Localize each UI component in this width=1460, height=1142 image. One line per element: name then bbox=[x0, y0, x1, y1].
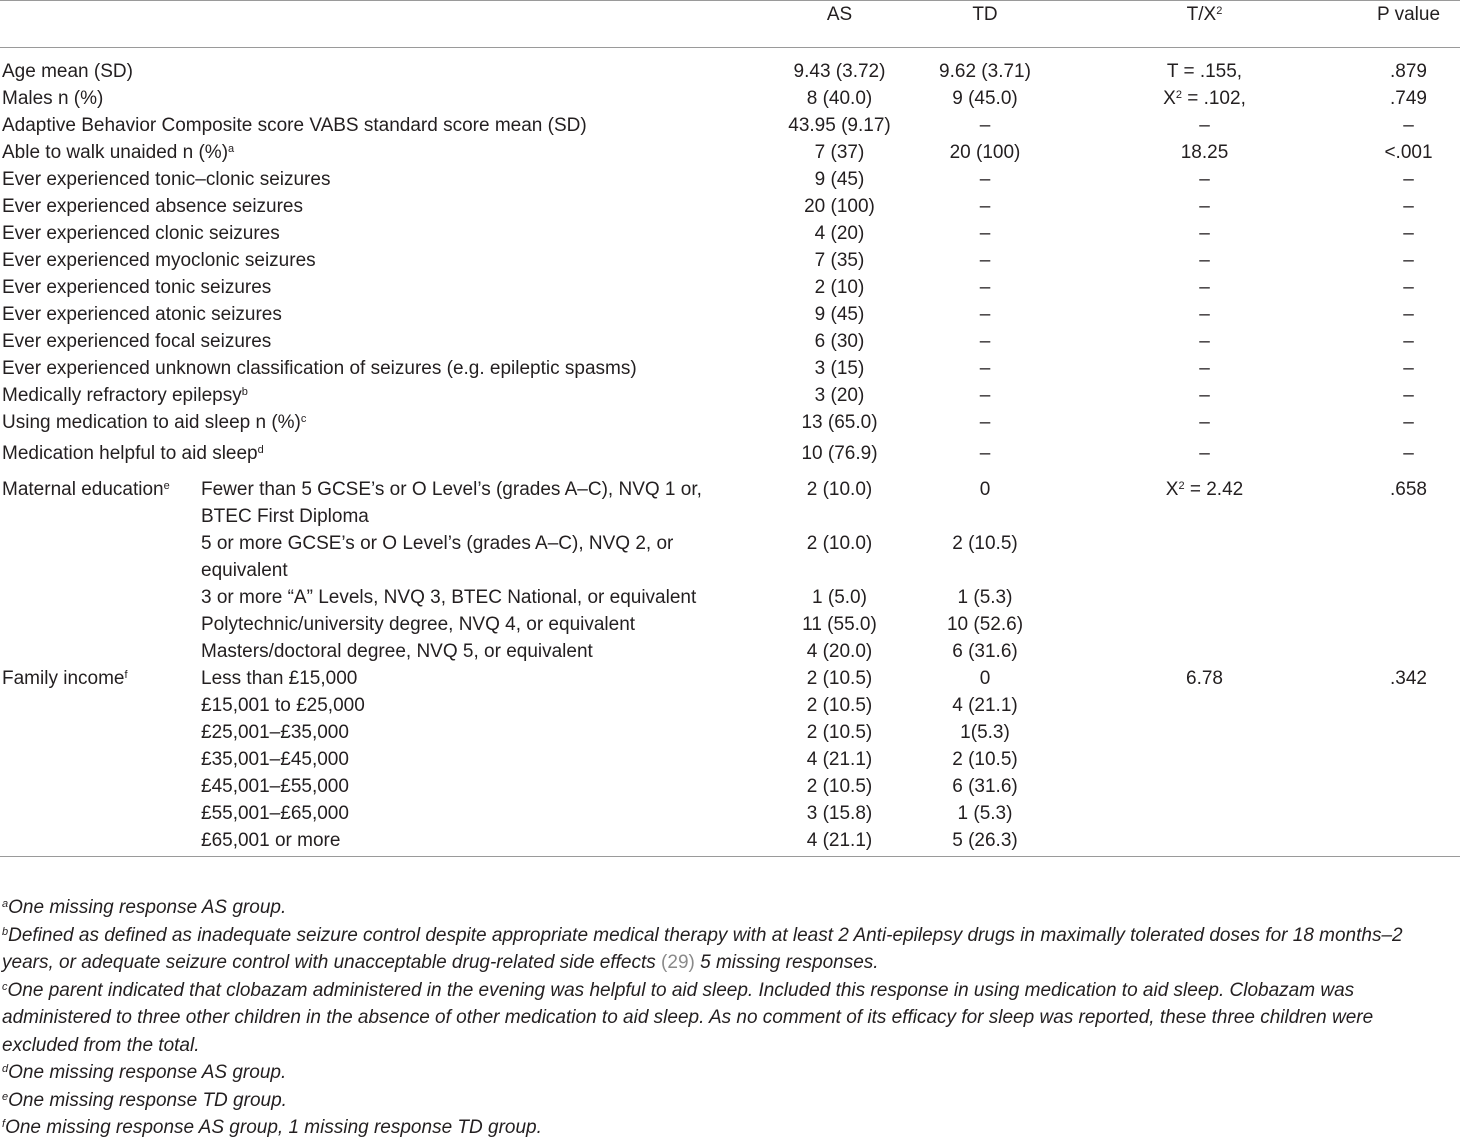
cell-as: 20 (100) bbox=[804, 196, 875, 217]
cell-p: – bbox=[1403, 443, 1414, 464]
empty-cell bbox=[1357, 611, 1460, 638]
table-row bbox=[0, 328, 1460, 355]
cell-td: – bbox=[979, 115, 991, 136]
cell-p: – bbox=[1403, 196, 1414, 217]
spacer-row bbox=[0, 48, 1460, 59]
cell-as: 3 (15) bbox=[814, 358, 865, 379]
cell-as: 4 (20.0) bbox=[806, 641, 873, 662]
header-td: TD bbox=[918, 1, 1052, 48]
cell-stat: – bbox=[1199, 358, 1210, 379]
sub-label: Less than £15,000 bbox=[201, 668, 358, 689]
cell-as: 7 (35) bbox=[814, 250, 865, 271]
table-row bbox=[0, 530, 1460, 584]
empty-cell bbox=[1052, 530, 1357, 584]
cell-p: – bbox=[1403, 385, 1414, 406]
cell-td: 5 (26.3) bbox=[918, 827, 1052, 857]
empty-cell bbox=[1357, 584, 1460, 611]
cell-td: 1(5.3) bbox=[960, 722, 1010, 743]
row-label: Ever experienced absence seizures bbox=[2, 196, 304, 217]
empty-cell bbox=[1052, 638, 1357, 665]
table-row bbox=[0, 301, 1460, 328]
cell-stat: – bbox=[1199, 223, 1210, 244]
cell-td: – bbox=[979, 277, 991, 298]
empty-cell bbox=[1052, 827, 1357, 857]
table-row bbox=[0, 274, 1460, 301]
table-row bbox=[0, 665, 1460, 692]
cell-p: – bbox=[1403, 169, 1414, 190]
cell-td: – bbox=[979, 169, 991, 190]
empty-cell bbox=[0, 746, 201, 773]
cell-p: – bbox=[1403, 115, 1414, 136]
cell-p: .879 bbox=[1390, 61, 1427, 82]
cell-stat: – bbox=[1199, 443, 1210, 464]
row-label: Ever experienced atonic seizures bbox=[2, 304, 282, 325]
cell-as: 2 (10.5) bbox=[806, 722, 873, 743]
empty-cell bbox=[1357, 773, 1460, 800]
empty-cell bbox=[1052, 692, 1357, 719]
table-row bbox=[0, 220, 1460, 247]
cell-td: – bbox=[979, 358, 991, 379]
cell-as: 43.95 (9.17) bbox=[788, 115, 891, 136]
cell-as: 2 (10.0) bbox=[806, 533, 873, 554]
cell-stat: – bbox=[1199, 331, 1210, 352]
cell-stat: 6.78 bbox=[1186, 668, 1223, 689]
reference-link[interactable]: (29) bbox=[661, 952, 695, 973]
cell-td: 6 (31.6) bbox=[952, 641, 1018, 662]
cell-td: 6 (31.6) bbox=[952, 776, 1018, 797]
cell-td: – bbox=[979, 223, 991, 244]
empty-cell bbox=[1357, 746, 1460, 773]
empty-cell bbox=[1052, 800, 1357, 827]
row-label: Medically refractory epilepsy$^b$ bbox=[2, 385, 248, 406]
footnote-b: $^b$Defined as defined as inadequate seizure control despite appropriate medical therapy with at least 2 Anti-epilepsy drugs in maximally tolerated doses for 18 months–2 years, or adequate seizure control with unacceptable drug-related side effects (29) 5 missing responses. bbox=[2, 924, 1403, 973]
cell-td: 20 (100) bbox=[949, 142, 1021, 163]
cell-td: 2 (10.5) bbox=[952, 749, 1018, 770]
cell-stat: – bbox=[1199, 115, 1210, 136]
empty-cell bbox=[1357, 827, 1460, 857]
empty-cell bbox=[0, 827, 201, 857]
group-label-maternal-education: Maternal education$^e$ bbox=[2, 479, 170, 500]
footnote-c: $^c$One parent indicated that clobazam administered in the evening was helpful to aid sleep. Included this response in using medication to aid sleep. Clobazam was administered to three other children in the absence of other medication to aid sleep. As no comment of its efficacy for sleep was reported, these three children were excluded from the total. bbox=[2, 979, 1374, 1056]
table-header-row bbox=[0, 1, 1460, 48]
cell-stat: $X^2 = .102$, bbox=[1163, 88, 1246, 109]
empty-cell bbox=[1052, 773, 1357, 800]
cell-td: 10 (52.6) bbox=[946, 614, 1024, 635]
cell-td: 9 (45.0) bbox=[952, 88, 1018, 109]
cell-p: – bbox=[1403, 223, 1414, 244]
footnote-d: $^d$One missing response AS group. bbox=[2, 1062, 287, 1083]
sub-label: Masters/doctoral degree, NVQ 5, or equivalent bbox=[201, 641, 593, 662]
cell-td: – bbox=[979, 304, 991, 325]
cell-stat: T = .155, bbox=[1166, 61, 1243, 82]
header-stat: $T/X^2$ bbox=[1052, 1, 1357, 48]
cell-as: 4 (21.1) bbox=[806, 749, 873, 770]
cell-p: .342 bbox=[1390, 668, 1427, 689]
cell-as: 11 (55.0) bbox=[802, 614, 877, 635]
sub-label: £45,001–£55,000 bbox=[201, 776, 349, 797]
cell-p: <.001 bbox=[1384, 142, 1433, 163]
empty-cell bbox=[1052, 719, 1357, 746]
table-row bbox=[0, 584, 1460, 611]
table-row bbox=[0, 85, 1460, 112]
sub-label: £25,001–£35,000 bbox=[201, 722, 349, 743]
cell-as: 2 (10) bbox=[814, 277, 865, 298]
cell-as: 2 (10.5) bbox=[806, 668, 873, 689]
empty-cell bbox=[1357, 530, 1460, 584]
table-row bbox=[0, 166, 1460, 193]
cell-stat: – bbox=[1199, 304, 1210, 325]
table-row bbox=[0, 193, 1460, 220]
row-label: Using medication to aid sleep n (%)$^c$ bbox=[2, 412, 307, 433]
sub-label: 5 or more GCSE’s or O Level’s (grades A–C), NVQ 2, or equivalent bbox=[201, 533, 674, 581]
cell-stat: – bbox=[1199, 196, 1210, 217]
row-label: Ever experienced clonic seizures bbox=[2, 223, 280, 244]
cell-stat: – bbox=[1199, 385, 1210, 406]
cell-td: – bbox=[979, 196, 991, 217]
header-p-value: P value bbox=[1357, 1, 1460, 48]
cell-as: 9.43 (3.72) bbox=[793, 61, 886, 82]
cell-td: 0 bbox=[979, 479, 991, 500]
sub-label: Polytechnic/university degree, NVQ 4, or equivalent bbox=[201, 614, 636, 635]
row-label: Ever experienced myoclonic seizures bbox=[2, 250, 316, 271]
cell-p: – bbox=[1403, 277, 1414, 298]
cell-as: 4 (20) bbox=[814, 223, 865, 244]
row-label: Ever experienced focal seizures bbox=[2, 331, 272, 352]
row-label: Ever experienced tonic–clonic seizures bbox=[2, 169, 331, 190]
empty-cell bbox=[1357, 638, 1460, 665]
header-as: AS bbox=[761, 1, 918, 48]
row-label: Ever experienced tonic seizures bbox=[2, 277, 272, 298]
cell-as: 4 (21.1) bbox=[761, 827, 918, 857]
empty-cell bbox=[1357, 800, 1460, 827]
cell-p: – bbox=[1403, 358, 1414, 379]
footnote-e: $^e$One missing response TD group. bbox=[2, 1089, 287, 1111]
table-row bbox=[0, 472, 1460, 530]
table-row bbox=[0, 409, 1460, 436]
cell-p: – bbox=[1403, 304, 1414, 325]
cell-p: – bbox=[1403, 331, 1414, 352]
empty-cell bbox=[0, 638, 201, 665]
empty-cell bbox=[0, 584, 201, 611]
sub-label: £55,001–£65,000 bbox=[201, 803, 349, 824]
empty-cell bbox=[1052, 611, 1357, 638]
cell-as: 3 (20) bbox=[814, 385, 865, 406]
cell-td: 9.62 (3.71) bbox=[939, 61, 1031, 82]
cell-td: – bbox=[979, 443, 991, 464]
cell-td: – bbox=[979, 385, 991, 406]
cell-as: 2 (10.5) bbox=[806, 695, 873, 716]
cell-as: 8 (40.0) bbox=[806, 88, 873, 109]
cell-stat: 18.25 bbox=[1180, 142, 1229, 163]
cell-as: 13 (65.0) bbox=[801, 412, 878, 433]
table-row bbox=[0, 139, 1460, 166]
table-row bbox=[0, 638, 1460, 665]
row-label: Medication helpful to aid sleep$^d$ bbox=[2, 443, 264, 464]
table-footnotes bbox=[2, 894, 1454, 1142]
table-row bbox=[0, 58, 1460, 85]
row-label: Age mean (SD) bbox=[2, 61, 133, 82]
table-row bbox=[0, 719, 1460, 746]
cell-as: 2 (10.5) bbox=[806, 776, 873, 797]
table-row bbox=[0, 112, 1460, 139]
cell-as: 1 (5.0) bbox=[812, 587, 867, 608]
table-row bbox=[0, 247, 1460, 274]
row-label: Ever experienced unknown classification of seizures (e.g. epileptic spasms) bbox=[2, 358, 637, 379]
cell-as: 9 (45) bbox=[814, 304, 865, 325]
cell-p: – bbox=[1403, 250, 1414, 271]
empty-cell bbox=[1357, 719, 1460, 746]
empty-cell bbox=[1052, 746, 1357, 773]
row-label: Able to walk unaided n (%)$^a$ bbox=[2, 142, 235, 163]
cell-stat: – bbox=[1199, 250, 1210, 271]
cell-stat: – bbox=[1199, 169, 1210, 190]
cell-as: 7 (37) bbox=[814, 142, 865, 163]
table-row bbox=[0, 382, 1460, 409]
row-label: Adaptive Behavior Composite score VABS standard score mean (SD) bbox=[2, 115, 587, 136]
cell-td: – bbox=[979, 250, 991, 271]
cell-td: 4 (21.1) bbox=[952, 695, 1018, 716]
group-label-family-income: Family income$^f$ bbox=[2, 668, 128, 689]
cell-td: – bbox=[979, 412, 991, 433]
cell-td: 1 (5.3) bbox=[957, 803, 1013, 824]
cell-p: – bbox=[1403, 412, 1414, 433]
cell-p: .749 bbox=[1390, 88, 1427, 109]
footnote-f: $^f$One missing response AS group, 1 missing response TD group. bbox=[2, 1117, 542, 1138]
empty-cell bbox=[0, 719, 201, 746]
sub-label: £15,001 to £25,000 bbox=[201, 695, 365, 716]
table-row bbox=[0, 827, 1460, 857]
table-row bbox=[0, 692, 1460, 719]
empty-cell bbox=[0, 692, 201, 719]
table-row bbox=[0, 773, 1460, 800]
sub-label: Fewer than 5 GCSE’s or O Level’s (grades A–C), NVQ 1 or, BTEC First Diploma bbox=[201, 479, 702, 527]
cell-stat: – bbox=[1199, 412, 1210, 433]
cell-td: – bbox=[979, 331, 991, 352]
cell-stat: – bbox=[1199, 277, 1210, 298]
table-row bbox=[0, 746, 1460, 773]
cell-p: .658 bbox=[1390, 479, 1427, 500]
empty-cell bbox=[0, 611, 201, 638]
cell-stat: $X^2 = 2.42$ bbox=[1165, 479, 1244, 500]
cell-td: 1 (5.3) bbox=[957, 587, 1013, 608]
cell-as: 3 (15.8) bbox=[806, 803, 873, 824]
header-sublabel bbox=[201, 1, 761, 48]
cell-as: 10 (76.9) bbox=[801, 443, 878, 464]
sub-label: 3 or more “A” Levels, NVQ 3, BTEC National, or equivalent bbox=[201, 587, 697, 608]
table-row bbox=[0, 800, 1460, 827]
cell-td: 0 bbox=[979, 668, 991, 689]
table-row bbox=[0, 355, 1460, 382]
sub-label: £65,001 or more bbox=[201, 827, 761, 857]
empty-cell bbox=[0, 800, 201, 827]
row-label: Males n (%) bbox=[2, 88, 104, 109]
sub-label: £35,001–£45,000 bbox=[201, 749, 349, 770]
cell-td: 2 (10.5) bbox=[952, 533, 1018, 554]
cell-as: 6 (30) bbox=[814, 331, 865, 352]
empty-cell bbox=[0, 773, 201, 800]
table-row bbox=[0, 611, 1460, 638]
table-row bbox=[0, 436, 1460, 472]
empty-cell bbox=[0, 530, 201, 584]
cell-as: 2 (10.0) bbox=[806, 479, 873, 500]
footnote-a: $^a$One missing response AS group. bbox=[2, 897, 287, 918]
empty-cell bbox=[1052, 584, 1357, 611]
empty-cell bbox=[1357, 692, 1460, 719]
cell-as: 9 (45) bbox=[814, 169, 865, 190]
header-label bbox=[0, 1, 201, 48]
